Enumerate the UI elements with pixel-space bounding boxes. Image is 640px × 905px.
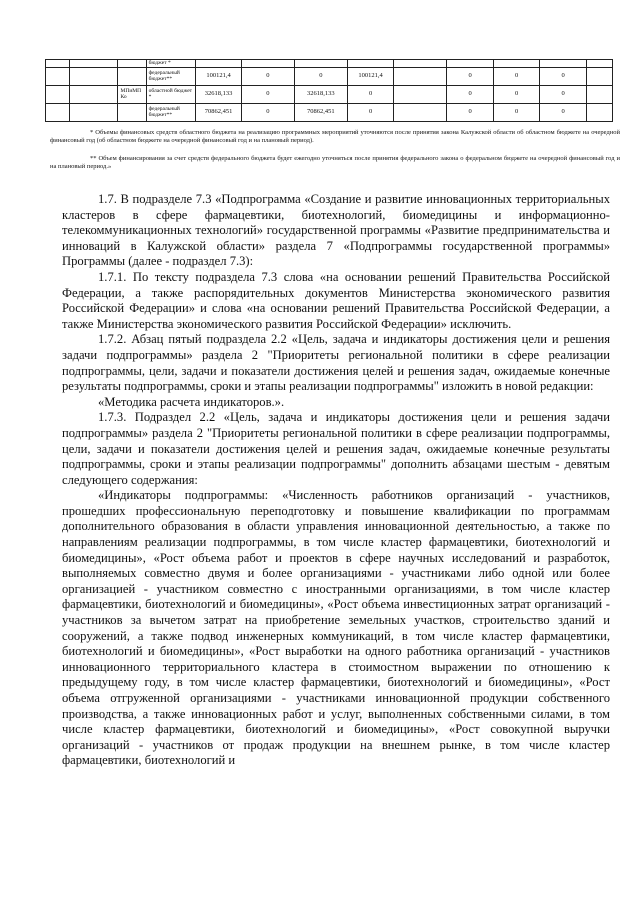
table-row	[46, 103, 613, 121]
table-cell: 0	[493, 85, 540, 103]
table-cell: 0	[493, 67, 540, 85]
document-body	[62, 192, 610, 769]
table-row	[46, 60, 613, 68]
paragraph-1-7-2: 1.7.2. Абзац пятый подраздела 2.2 «Цель, задача и индикаторы достижения цели и решения задачи подпрограммы» раздела 2 "Приоритеты региональной политики в сфере реализации подпрограммы, цели, задачи и показатели достижения целей и решения задач, ожидаемые конечные результаты подпрограммы, сроки и этапы реализации подпрограммы" изложить в новой редакции:	[62, 332, 610, 394]
budget-label: бюджет *	[146, 60, 196, 68]
table-cell: 0	[447, 85, 494, 103]
org-cell: МПиМП Ко	[118, 85, 146, 103]
table-cell: 32618,133	[196, 85, 241, 103]
table-cell	[394, 103, 447, 121]
table-cell	[394, 85, 447, 103]
table-row	[46, 67, 613, 85]
table-cell: 70862,451	[196, 103, 241, 121]
table-cell: 0	[241, 67, 294, 85]
footnote-federal-budget: ** Объем финансирования за счет средств федерального бюджета будет ежегодно уточняться после принятия федерального закона о федеральном бюджете на очередной финансовый год и на плановый период.»	[50, 155, 620, 170]
table-cell: 0	[241, 85, 294, 103]
table-cell: 0	[347, 103, 394, 121]
table-cell: 70862,451	[294, 103, 347, 121]
table-cell: 0	[540, 103, 587, 121]
footnote-regional-budget: * Объемы финансовых средств областного бюджета на реализацию программных мероприятий уточняются после принятия закона Калужской области об областном бюджете на очередной финансовый год (об областном бюджете на очередной финансовый год и на плановый период).	[50, 129, 620, 144]
table-cell: 32618,133	[294, 85, 347, 103]
paragraph-indicators: «Индикаторы подпрограммы: «Численность работников организаций - участников, прошедших профессиональную переподготовку и повышение квалификации по программам дополнительного образования в области управления инновационной деятельностью, а также по направлениям реализации подпрограммы, в том числе кластер фармацевтики, биотехнологий и биомедицины», «Рост объема работ и проектов в сфере научных исследований и разработок, выполняемых совместно двумя и более организациями - участниками либо одной или более организацией - участником совместно с иностранными организациями, в том числе кластер фармацевтики, биотехнологий и биомедицины», «Рост объема инвестиционных затрат организаций - участников за вычетом затрат на приобретение земельных участков, строительство зданий и сооружений, а также подвод инженерных коммуникаций, в том числе кластер фармацевтики, биотехнологий и биомедицины», «Рост выработки на одного работника организаций - участников инновационного территориального кластера в стоимостном выражении по отношению к предыдущему году, в том числе кластер фармацевтики, биотехнологий и биомедицины», «Рост объема отгруженной организациями - участниками инновационной продукции собственного производства, а также инновационных работ и услуг, выполненных собственными силами, в том числе кластер фармацевтики, биотехнологий и биомедицины», «Рост совокупной выручки организаций - участников от продаж продукции на внешнем рынке, в том числе кластер фармацевтики, биотехнологий и	[62, 488, 610, 768]
paragraph-1-7: 1.7. В подразделе 7.3 «Подпрограмма «Создание и развитие инновационных территориальных кластеров в сфере фармацевтики, биотехнологий, биомедицины и информационно-телекоммуникационных технологий» государственной программы «Развитие предпринимательства и инноваций в Калужской области» раздела 7 «Подпрограммы государственной программы» Программы (далее - подраздел 7.3):	[62, 192, 610, 269]
table-cell: 0	[540, 67, 587, 85]
table-cell: 0	[540, 85, 587, 103]
table-cell: 0	[347, 85, 394, 103]
table-cell: 100121,4	[347, 67, 394, 85]
financing-table	[45, 59, 613, 122]
budget-label: областной бюджет *	[146, 85, 196, 103]
table-cell: 0	[241, 103, 294, 121]
budget-label: федеральный бюджет**	[146, 103, 196, 121]
table-cell: 0	[447, 103, 494, 121]
table-cell: 0	[294, 67, 347, 85]
budget-label: федеральный бюджет**	[146, 67, 196, 85]
table-row	[46, 85, 613, 103]
paragraph-method: «Методика расчета индикаторов.».	[98, 394, 285, 409]
table-cell: 100121,4	[196, 67, 241, 85]
table-cell: 0	[493, 103, 540, 121]
paragraph-1-7-1: 1.7.1. По тексту подраздела 7.3 слова «на основании решений Правительства Российской Федерации, а также распорядительных документов Министерства экономического развития Российской Федерации» и слова «на основании решений Правительства Российской Федерации, а также Министерства экономического развития Российской Федерации» исключить.	[62, 269, 610, 331]
table-cell	[394, 67, 447, 85]
paragraph-1-7-3: 1.7.3. Подраздел 2.2 «Цель, задача и индикаторы достижения цели и решения задачи подпрограммы» раздела 2 "Приоритеты региональной политики в сфере реализации подпрограммы, цели, задачи и показатели достижения целей и решения задач, ожидаемые конечные результаты подпрограммы, сроки и этапы реализации подпрограммы" дополнить абзацами шестым - девятым следующего содержания:	[62, 410, 610, 487]
table-cell: 0	[447, 67, 494, 85]
